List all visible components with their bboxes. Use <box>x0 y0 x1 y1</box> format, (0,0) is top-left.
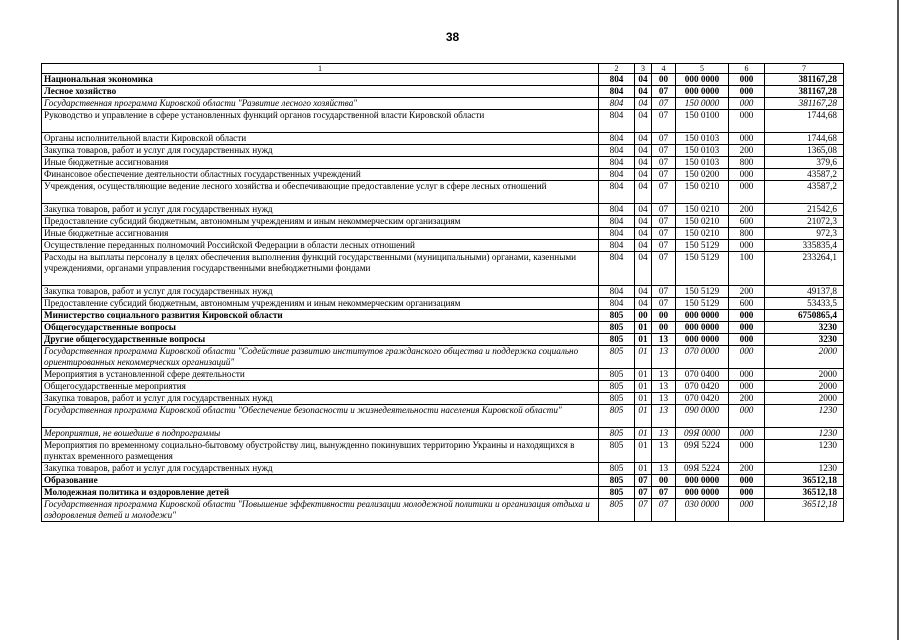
row-name-cell: Государственная программа Кировской области "Повышение эффективности реализации молодежной политики и организация отдыха и оздоровления детей и молодежи" <box>42 499 599 522</box>
table-row <box>42 463 844 475</box>
amount-cell: 3230 <box>765 334 844 346</box>
code-section-cell: 01 <box>635 346 652 369</box>
code-expense-type-cell: 800 <box>729 157 765 169</box>
code-admin-cell: 804 <box>599 216 635 228</box>
row-name-cell: Молодежная политика и оздоровление детей <box>42 487 599 499</box>
header-cell: 3 <box>635 64 652 74</box>
table-row <box>42 98 844 110</box>
row-name-cell: Другие общегосударственные вопросы <box>42 334 599 346</box>
row-name-cell: Иные бюджетные ассигнования <box>42 157 599 169</box>
code-admin-cell: 804 <box>599 86 635 98</box>
code-expense-type-cell: 000 <box>729 133 765 145</box>
code-admin-cell: 805 <box>599 440 635 463</box>
code-admin-cell: 804 <box>599 240 635 252</box>
code-target-cell: 150 0103 <box>676 133 729 145</box>
code-target-cell: 150 0210 <box>676 181 729 204</box>
code-target-cell: 150 0103 <box>676 157 729 169</box>
row-name-cell: Органы исполнительной власти Кировской области <box>42 133 599 145</box>
row-name-cell: Национальная экономика <box>42 74 599 86</box>
table-row <box>42 334 844 346</box>
code-expense-type-cell: 600 <box>729 216 765 228</box>
code-section-cell: 01 <box>635 381 652 393</box>
row-name-cell: Общегосударственные мероприятия <box>42 381 599 393</box>
header-cell: 6 <box>729 64 765 74</box>
code-expense-type-cell: 000 <box>729 334 765 346</box>
table-row <box>42 298 844 310</box>
row-name-cell: Лесное хозяйство <box>42 86 599 98</box>
code-target-cell: 000 0000 <box>676 334 729 346</box>
amount-cell: 21072,3 <box>765 216 844 228</box>
code-subsection-cell: 07 <box>652 499 676 522</box>
amount-cell: 2000 <box>765 369 844 381</box>
code-section-cell: 04 <box>635 74 652 86</box>
code-subsection-cell: 07 <box>652 145 676 157</box>
amount-cell: 2000 <box>765 381 844 393</box>
code-subsection-cell: 00 <box>652 322 676 334</box>
row-name-cell: Закупка товаров, работ и услуг для государственных нужд <box>42 393 599 405</box>
amount-cell: 36512,18 <box>765 475 844 487</box>
table-row <box>42 393 844 405</box>
code-admin-cell: 805 <box>599 475 635 487</box>
code-section-cell: 07 <box>635 499 652 522</box>
amount-cell: 2000 <box>765 393 844 405</box>
row-name-cell: Образование <box>42 475 599 487</box>
code-expense-type-cell: 200 <box>729 204 765 216</box>
code-target-cell: 090 0000 <box>676 405 729 428</box>
code-admin-cell: 804 <box>599 169 635 181</box>
code-subsection-cell: 07 <box>652 181 676 204</box>
row-name-cell: Закупка товаров, работ и услуг для государственных нужд <box>42 463 599 475</box>
row-name-cell: Мероприятия по временному социально-бытовому обустройству лиц, вынужденно покинувших территорию Украины и находящихся в пунктах временного размещения <box>42 440 599 463</box>
code-subsection-cell: 13 <box>652 405 676 428</box>
code-target-cell: 070 0420 <box>676 381 729 393</box>
code-admin-cell: 804 <box>599 110 635 133</box>
code-section-cell: 01 <box>635 393 652 405</box>
code-target-cell: 000 0000 <box>676 74 729 86</box>
code-section-cell: 01 <box>635 322 652 334</box>
code-section-cell: 04 <box>635 157 652 169</box>
code-expense-type-cell: 000 <box>729 310 765 322</box>
code-target-cell: 150 0000 <box>676 98 729 110</box>
code-admin-cell: 804 <box>599 98 635 110</box>
code-admin-cell: 805 <box>599 310 635 322</box>
code-target-cell: 150 0200 <box>676 169 729 181</box>
code-target-cell: 000 0000 <box>676 86 729 98</box>
row-name-cell: Финансовое обеспечение деятельности областных государственных учреждений <box>42 169 599 181</box>
amount-cell: 1365,08 <box>765 145 844 157</box>
code-admin-cell: 804 <box>599 298 635 310</box>
header-cell: 2 <box>599 64 635 74</box>
code-expense-type-cell: 000 <box>729 381 765 393</box>
table-row <box>42 240 844 252</box>
code-section-cell: 01 <box>635 369 652 381</box>
code-admin-cell: 805 <box>599 322 635 334</box>
code-expense-type-cell: 000 <box>729 428 765 440</box>
table-row <box>42 216 844 228</box>
code-section-cell: 01 <box>635 334 652 346</box>
table-row <box>42 145 844 157</box>
code-target-cell: 070 0400 <box>676 369 729 381</box>
amount-cell: 1744,68 <box>765 133 844 145</box>
code-admin-cell: 805 <box>599 381 635 393</box>
table-row <box>42 346 844 369</box>
code-subsection-cell: 07 <box>652 216 676 228</box>
row-name-cell: Предоставление субсидий бюджетным, автономным учреждениям и иным некоммерческим организациям <box>42 216 599 228</box>
code-expense-type-cell: 000 <box>729 346 765 369</box>
code-section-cell: 04 <box>635 216 652 228</box>
code-expense-type-cell: 000 <box>729 169 765 181</box>
table-row <box>42 181 844 204</box>
code-expense-type-cell: 000 <box>729 86 765 98</box>
code-expense-type-cell: 000 <box>729 240 765 252</box>
code-expense-type-cell: 200 <box>729 463 765 475</box>
table-row <box>42 369 844 381</box>
table-row <box>42 310 844 322</box>
table-row <box>42 475 844 487</box>
code-section-cell: 04 <box>635 204 652 216</box>
code-section-cell: 04 <box>635 252 652 286</box>
table-row <box>42 499 844 522</box>
code-expense-type-cell: 100 <box>729 252 765 286</box>
code-subsection-cell: 07 <box>652 110 676 133</box>
code-expense-type-cell: 000 <box>729 405 765 428</box>
budget-table <box>41 63 844 522</box>
table-row <box>42 110 844 133</box>
table-row <box>42 228 844 240</box>
table-row <box>42 133 844 145</box>
code-admin-cell: 804 <box>599 204 635 216</box>
code-section-cell: 07 <box>635 475 652 487</box>
code-subsection-cell: 07 <box>652 298 676 310</box>
amount-cell: 972,3 <box>765 228 844 240</box>
code-target-cell: 070 0420 <box>676 393 729 405</box>
amount-cell: 1230 <box>765 428 844 440</box>
code-section-cell: 04 <box>635 86 652 98</box>
code-expense-type-cell: 600 <box>729 298 765 310</box>
table-row <box>42 252 844 286</box>
code-admin-cell: 804 <box>599 252 635 286</box>
table-row <box>42 405 844 428</box>
row-name-cell: Государственная программа Кировской области "Содействие развитию институтов гражданского общества и поддержка социально ориентированных некоммерческих организаций" <box>42 346 599 369</box>
code-target-cell: 000 0000 <box>676 487 729 499</box>
code-target-cell: 150 5129 <box>676 298 729 310</box>
amount-cell: 49137,8 <box>765 286 844 298</box>
code-admin-cell: 805 <box>599 334 635 346</box>
code-expense-type-cell: 200 <box>729 393 765 405</box>
row-name-cell: Мероприятия, не вошедшие в подпрограммы <box>42 428 599 440</box>
row-name-cell: Закупка товаров, работ и услуг для государственных нужд <box>42 145 599 157</box>
code-section-cell: 04 <box>635 286 652 298</box>
row-name-cell: Расходы на выплаты персоналу в целях обеспечения выполнения функций государственными (муниципальными) органами, казенными учреждениями, органами управления государственными внебюджетными фондами <box>42 252 599 286</box>
code-subsection-cell: 13 <box>652 463 676 475</box>
amount-cell: 381167,28 <box>765 98 844 110</box>
amount-cell: 53433,5 <box>765 298 844 310</box>
code-expense-type-cell: 000 <box>729 369 765 381</box>
amount-cell: 1230 <box>765 463 844 475</box>
code-admin-cell: 804 <box>599 228 635 240</box>
code-admin-cell: 804 <box>599 286 635 298</box>
amount-cell: 36512,18 <box>765 499 844 522</box>
code-admin-cell: 804 <box>599 133 635 145</box>
code-admin-cell: 805 <box>599 499 635 522</box>
header-cell: 4 <box>652 64 676 74</box>
code-admin-cell: 804 <box>599 181 635 204</box>
amount-cell: 43587,2 <box>765 169 844 181</box>
scan-edge-line <box>897 0 899 640</box>
code-section-cell: 04 <box>635 145 652 157</box>
amount-cell: 1744,68 <box>765 110 844 133</box>
amount-cell: 381167,28 <box>765 86 844 98</box>
row-name-cell: Осуществление переданных полномочий Российской Федерации в области лесных отношений <box>42 240 599 252</box>
table-row <box>42 286 844 298</box>
amount-cell: 381167,28 <box>765 74 844 86</box>
amount-cell: 335835,4 <box>765 240 844 252</box>
amount-cell: 379,6 <box>765 157 844 169</box>
code-expense-type-cell: 200 <box>729 286 765 298</box>
code-target-cell: 000 0000 <box>676 310 729 322</box>
amount-cell: 6750865,4 <box>765 310 844 322</box>
code-section-cell: 07 <box>635 487 652 499</box>
code-subsection-cell: 00 <box>652 310 676 322</box>
code-expense-type-cell: 000 <box>729 475 765 487</box>
row-name-cell: Общегосударственные вопросы <box>42 322 599 334</box>
code-subsection-cell: 07 <box>652 169 676 181</box>
row-name-cell: Руководство и управление в сфере установленных функций органов государственной власти Кировской области <box>42 110 599 133</box>
row-name-cell: Министерство социального развития Кировской области <box>42 310 599 322</box>
code-target-cell: 150 0103 <box>676 145 729 157</box>
table-row <box>42 204 844 216</box>
code-admin-cell: 805 <box>599 369 635 381</box>
code-section-cell: 04 <box>635 98 652 110</box>
code-admin-cell: 805 <box>599 487 635 499</box>
code-section-cell: 01 <box>635 440 652 463</box>
amount-cell: 3230 <box>765 322 844 334</box>
row-name-cell: Государственная программа Кировской области "Развитие лесного хозяйства" <box>42 98 599 110</box>
table-row <box>42 487 844 499</box>
code-admin-cell: 805 <box>599 405 635 428</box>
code-target-cell: 150 5129 <box>676 252 729 286</box>
code-section-cell: 01 <box>635 405 652 428</box>
code-section-cell: 04 <box>635 169 652 181</box>
row-name-cell: Государственная программа Кировской области "Обеспечение безопасности и жизнедеятельности населения Кировской области" <box>42 405 599 428</box>
code-target-cell: 000 0000 <box>676 322 729 334</box>
row-name-cell: Мероприятия в установленной сфере деятельности <box>42 369 599 381</box>
code-expense-type-cell: 000 <box>729 181 765 204</box>
code-expense-type-cell: 200 <box>729 145 765 157</box>
code-expense-type-cell: 000 <box>729 74 765 86</box>
code-subsection-cell: 07 <box>652 204 676 216</box>
amount-cell: 2000 <box>765 346 844 369</box>
code-admin-cell: 804 <box>599 157 635 169</box>
code-target-cell: 09Я 5224 <box>676 463 729 475</box>
header-cell: 5 <box>676 64 729 74</box>
row-name-cell: Иные бюджетные ассигнования <box>42 228 599 240</box>
header-cell: 1 <box>42 64 599 74</box>
code-section-cell: 04 <box>635 240 652 252</box>
amount-cell: 21542,6 <box>765 204 844 216</box>
amount-cell: 1230 <box>765 405 844 428</box>
code-target-cell: 150 0100 <box>676 110 729 133</box>
code-admin-cell: 804 <box>599 145 635 157</box>
amount-cell: 36512,18 <box>765 487 844 499</box>
table-row <box>42 381 844 393</box>
code-subsection-cell: 00 <box>652 475 676 487</box>
code-subsection-cell: 07 <box>652 157 676 169</box>
code-target-cell: 150 5129 <box>676 240 729 252</box>
amount-cell: 43587,2 <box>765 181 844 204</box>
code-subsection-cell: 07 <box>652 252 676 286</box>
code-target-cell: 150 0210 <box>676 228 729 240</box>
code-subsection-cell: 13 <box>652 381 676 393</box>
row-name-cell: Учреждения, осуществляющие ведение лесного хозяйства и обеспечивающие предоставление услуг в сфере лесных отношений <box>42 181 599 204</box>
code-admin-cell: 805 <box>599 463 635 475</box>
code-subsection-cell: 07 <box>652 86 676 98</box>
code-subsection-cell: 13 <box>652 393 676 405</box>
code-target-cell: 150 0210 <box>676 216 729 228</box>
code-section-cell: 04 <box>635 181 652 204</box>
code-expense-type-cell: 000 <box>729 499 765 522</box>
code-target-cell: 150 0210 <box>676 204 729 216</box>
table-row <box>42 74 844 86</box>
table-row <box>42 169 844 181</box>
row-name-cell: Закупка товаров, работ и услуг для государственных нужд <box>42 204 599 216</box>
code-subsection-cell: 13 <box>652 428 676 440</box>
code-section-cell: 01 <box>635 463 652 475</box>
code-subsection-cell: 13 <box>652 369 676 381</box>
header-row <box>42 64 844 74</box>
table-row <box>42 428 844 440</box>
table-row <box>42 440 844 463</box>
code-section-cell: 04 <box>635 110 652 133</box>
code-expense-type-cell: 000 <box>729 440 765 463</box>
code-target-cell: 070 0000 <box>676 346 729 369</box>
code-subsection-cell: 13 <box>652 346 676 369</box>
table-row <box>42 322 844 334</box>
page-number: 38 <box>445 30 460 44</box>
row-name-cell: Закупка товаров, работ и услуг для государственных нужд <box>42 286 599 298</box>
code-expense-type-cell: 000 <box>729 110 765 133</box>
code-section-cell: 00 <box>635 310 652 322</box>
code-admin-cell: 804 <box>599 74 635 86</box>
code-subsection-cell: 13 <box>652 334 676 346</box>
header-cell: 7 <box>765 64 844 74</box>
code-target-cell: 150 5129 <box>676 286 729 298</box>
code-target-cell: 030 0000 <box>676 499 729 522</box>
code-subsection-cell: 07 <box>652 286 676 298</box>
code-subsection-cell: 13 <box>652 440 676 463</box>
table-row <box>42 86 844 98</box>
code-subsection-cell: 07 <box>652 228 676 240</box>
code-admin-cell: 805 <box>599 428 635 440</box>
code-expense-type-cell: 800 <box>729 228 765 240</box>
code-target-cell: 09Я 5224 <box>676 440 729 463</box>
amount-cell: 233264,1 <box>765 252 844 286</box>
table-row <box>42 157 844 169</box>
code-target-cell: 000 0000 <box>676 475 729 487</box>
code-expense-type-cell: 000 <box>729 487 765 499</box>
code-expense-type-cell: 000 <box>729 322 765 334</box>
code-subsection-cell: 07 <box>652 98 676 110</box>
code-admin-cell: 805 <box>599 346 635 369</box>
code-subsection-cell: 07 <box>652 133 676 145</box>
code-subsection-cell: 00 <box>652 74 676 86</box>
row-name-cell: Предоставление субсидий бюджетным, автономным учреждениям и иным некоммерческим организациям <box>42 298 599 310</box>
amount-cell: 1230 <box>765 440 844 463</box>
code-section-cell: 04 <box>635 228 652 240</box>
code-section-cell: 04 <box>635 298 652 310</box>
code-admin-cell: 805 <box>599 393 635 405</box>
code-section-cell: 04 <box>635 133 652 145</box>
code-expense-type-cell: 000 <box>729 98 765 110</box>
code-subsection-cell: 07 <box>652 487 676 499</box>
code-target-cell: 09Я 0000 <box>676 428 729 440</box>
code-section-cell: 01 <box>635 428 652 440</box>
code-subsection-cell: 07 <box>652 240 676 252</box>
